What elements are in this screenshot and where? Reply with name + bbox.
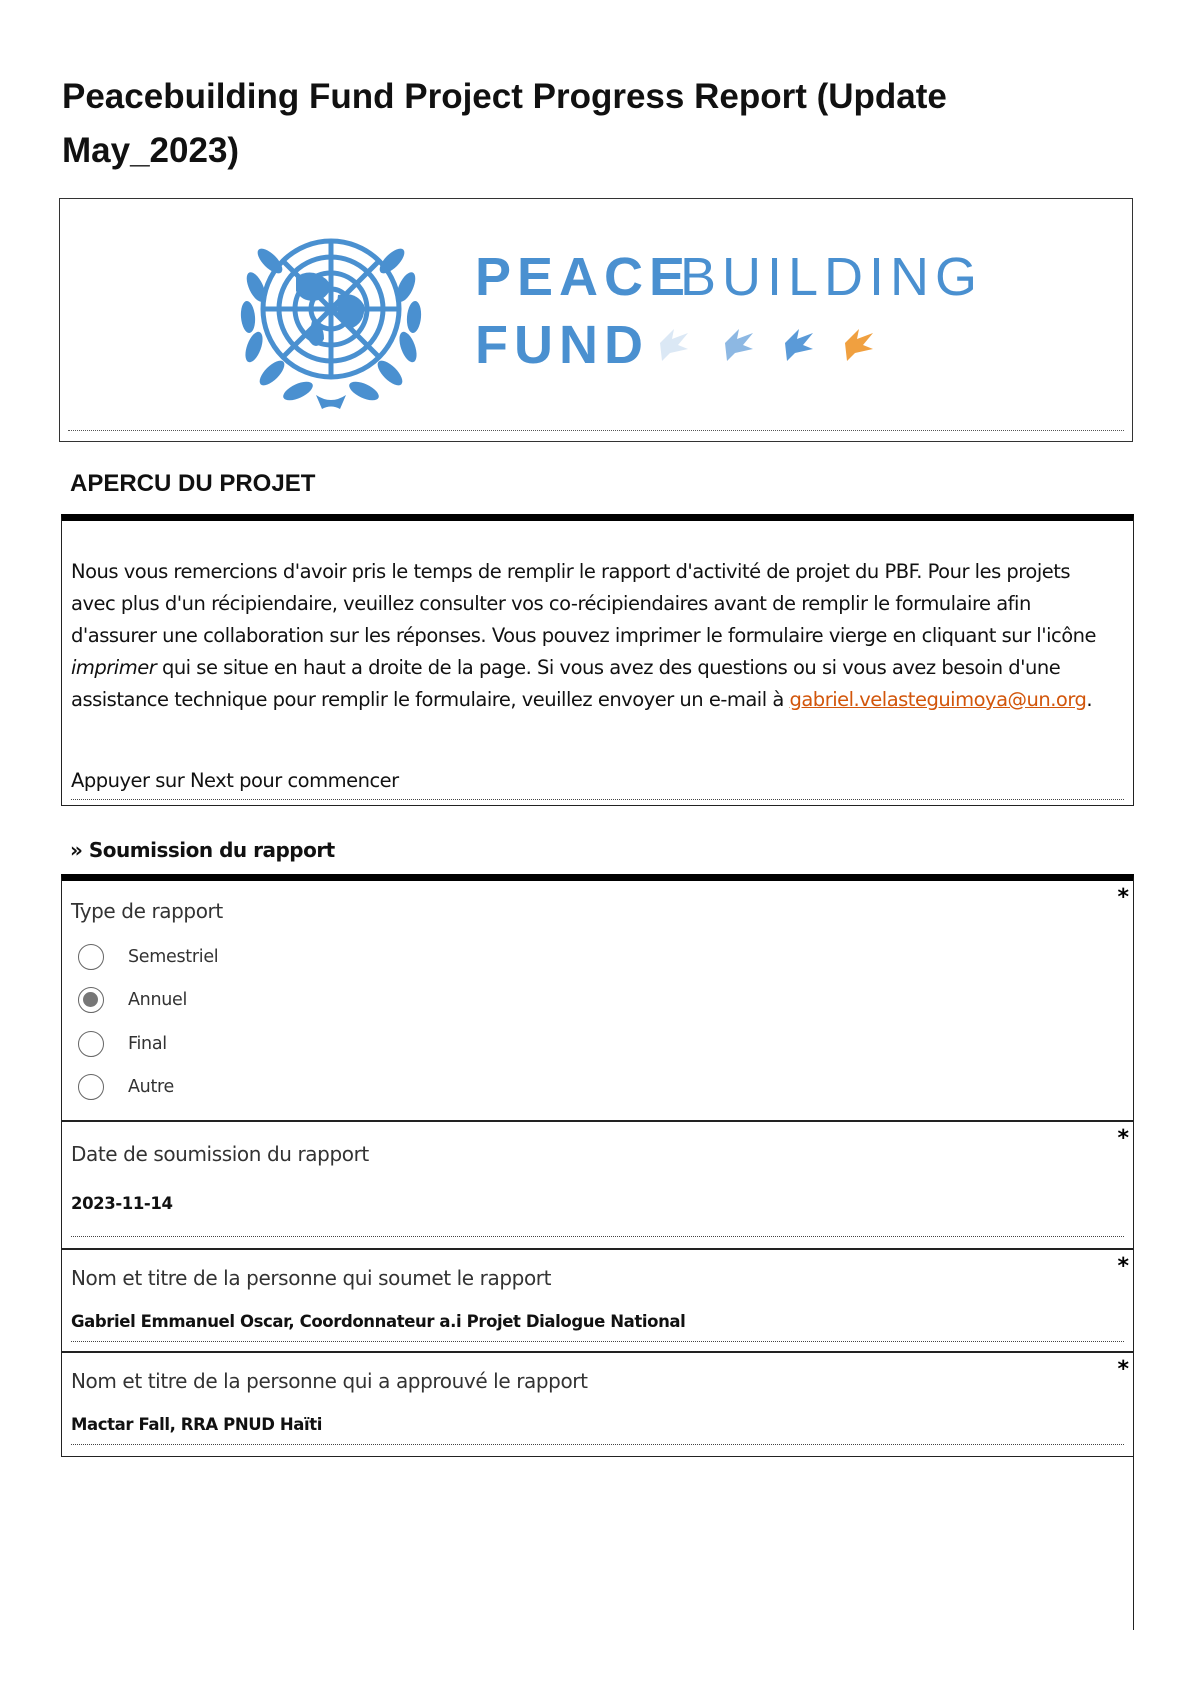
support-email-link[interactable]: gabriel.velasteguimoya@un.org (789, 688, 1087, 711)
radio-button[interactable] (78, 944, 104, 970)
radio-button[interactable] (78, 1074, 104, 1100)
section-heading-submission: » Soumission du rapport (70, 838, 335, 862)
svg-text:BUILDING: BUILDING (680, 247, 984, 307)
intro-text: Nous vous remercions d'avoir pris le temps de remplir le rapport d'activité de projet du PBF. Pour les projets avec plus d'un récipiendaire, veuillez consulter vos co-récipiendaires avant de remplir le formulaire afin d'assurer une collaboration sur les réponses. Vous pouvez imprimer le formulaire vierge en cliquant sur l'icône imprimer qui se situe en haut a droite de la page. Si vous avez des questions ou si vous avez besoin d'une assistance technique pour remplir le formulaire, veuillez envoyer un e-mail à gabriel.velasteguimoya@un.org. (71, 560, 1097, 711)
approver-label: Nom et titre de la personne qui a approuvé le rapport (71, 1369, 588, 1393)
logo-banner (59, 198, 1133, 442)
submitter-value: Gabriel Emmanuel Oscar, Coordonnateur a.i Projet Dialogue National (71, 1312, 686, 1331)
radio-button[interactable] (78, 1031, 104, 1057)
submission-date-value: 2023-11-14 (71, 1194, 173, 1213)
svg-text:FUND: FUND (475, 315, 649, 375)
section-heading-overview: APERCU DU PROJET (70, 470, 316, 497)
page-title: Peacebuilding Fund Project Progress Report (Update May_2023) (62, 77, 947, 170)
radio-option-annuel[interactable]: Annuel (78, 984, 187, 1016)
page-edge-line (1133, 1455, 1134, 1630)
radio-button-selected[interactable] (78, 987, 104, 1013)
required-marker: * (1117, 1126, 1129, 1151)
approver-value: Mactar Fall, RRA PNUD Haïti (71, 1415, 323, 1434)
required-marker: * (1117, 1357, 1129, 1382)
dove-icons (660, 329, 873, 361)
approver-question (61, 1351, 1134, 1456)
report-type-label: Type de rapport (71, 899, 223, 923)
un-emblem-icon (226, 217, 436, 417)
required-marker: * (1117, 1254, 1129, 1279)
submission-date-question (61, 1120, 1134, 1248)
svg-text:PEACE: PEACE (475, 247, 692, 307)
submission-date-label: Date de soumission du rapport (71, 1142, 369, 1166)
radio-option-semestriel[interactable]: Semestriel (78, 941, 218, 973)
submitter-question (61, 1248, 1134, 1351)
start-instruction: Appuyer sur Next pour commencer (71, 769, 399, 792)
submitter-label: Nom et titre de la personne qui soumet le rapport (71, 1266, 552, 1290)
intro-panel (61, 514, 1134, 806)
radio-option-final[interactable]: Final (78, 1028, 167, 1060)
required-marker: * (1117, 885, 1129, 910)
report-type-question (61, 874, 1134, 1120)
radio-option-autre[interactable]: Autre (78, 1071, 174, 1103)
peacebuilding-fund-wordmark (475, 245, 995, 375)
